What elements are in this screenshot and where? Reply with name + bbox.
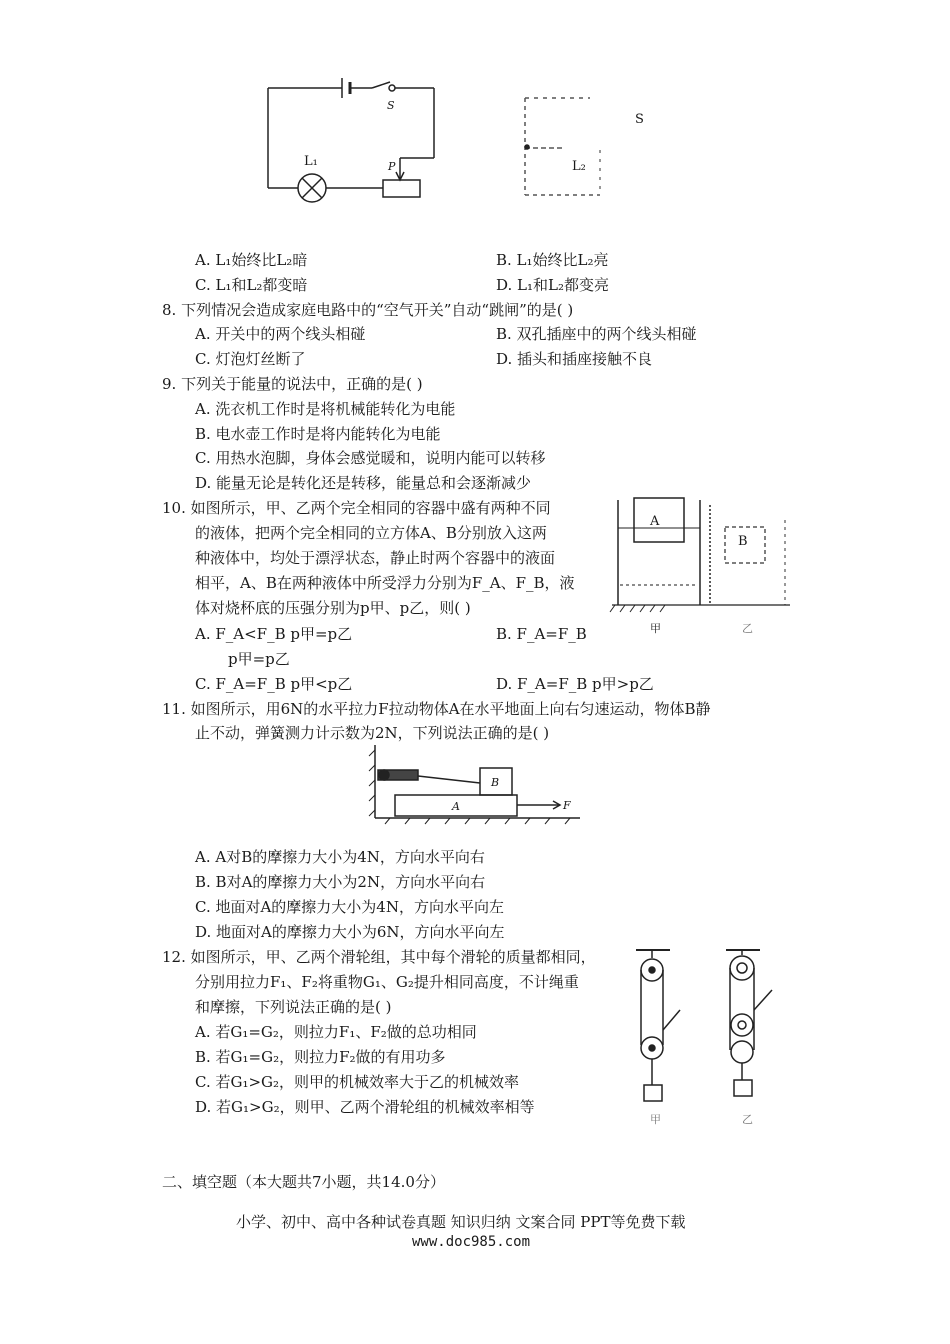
lamp-l1-label: L₁ — [304, 154, 318, 169]
q11-option-d[interactable]: D. 地面对A的摩擦力大小为6N，方向水平向左 — [195, 923, 505, 941]
q9-option-a[interactable]: A. 洗衣机工作时是将机械能转化为电能 — [195, 400, 456, 418]
q8-option-d[interactable]: D. 插头和插座接触不良 — [496, 350, 653, 368]
q10-option-a[interactable]: A. F_A<F_B p甲=p乙 — [195, 625, 353, 643]
q10-stem-line4: 相平，A、B在两种液体中所受浮力分别为F_A、F_B，液 — [195, 574, 575, 592]
block-a-label: A — [452, 800, 460, 813]
lamp-l2-label: L₂ — [572, 159, 586, 174]
q11-option-c[interactable]: C. 地面对A的摩擦力大小为4N，方向水平向左 — [195, 898, 504, 916]
switch-s-label-2: S — [635, 112, 644, 127]
pulley-yi-label: 乙 — [742, 1113, 753, 1126]
q10-option-d[interactable]: D. F_A=F_B p甲>p乙 — [496, 675, 654, 693]
q12-option-b[interactable]: B. 若G₁=G₂，则拉力F₂做的有用功多 — [195, 1048, 446, 1066]
q12-stem-line1: 12. 如图所示，甲、乙两个滑轮组，其中每个滑轮的质量都相同， — [162, 948, 596, 966]
q8-option-b[interactable]: B. 双孔插座中的两个线头相碰 — [496, 325, 697, 343]
force-f-label: F — [563, 799, 571, 812]
q8-option-a[interactable]: A. 开关中的两个线头相碰 — [195, 325, 366, 343]
switch-label: S — [387, 99, 395, 112]
q10-option-c[interactable]: C. F_A=F_B p甲<p乙 — [195, 675, 353, 693]
q10-stem-line3: 种液体中，均处于漂浮状态，静止时两个容器中的液面 — [195, 549, 556, 567]
block-b-label: B — [491, 776, 500, 789]
section-heading: 二、填空题（本大题共7小题，共14.0分） — [162, 1173, 445, 1191]
q11-option-b[interactable]: B. B对A的摩擦力大小为2N，方向水平向右 — [195, 873, 486, 891]
q12-option-a[interactable]: A. 若G₁=G₂，则拉力F₁、F₂做的总功相同 — [195, 1023, 477, 1041]
q10-stem-line2: 的液体，把两个完全相同的立方体A、B分别放入这两 — [195, 524, 547, 542]
q7-option-c[interactable]: C. L₁和L₂都变暗 — [195, 276, 308, 294]
q10-option-b[interactable]: B. F_A=F_B — [496, 625, 587, 643]
container-yi-label: 乙 — [742, 622, 753, 635]
q7-option-b[interactable]: B. L₁始终比L₂亮 — [496, 251, 609, 269]
q11-option-a[interactable]: A. A对B的摩擦力大小为4N，方向水平向右 — [195, 848, 485, 866]
rheostat-p-label: P — [388, 160, 396, 173]
q12-stem-line3: 和摩擦，下列说法正确的是( ) — [195, 998, 392, 1016]
q12-option-c[interactable]: C. 若G₁>G₂，则甲的机械效率大于乙的机械效率 — [195, 1073, 520, 1091]
pulley-jia-label: 甲 — [650, 1113, 661, 1126]
q7-option-a[interactable]: A. L₁始终比L₂暗 — [195, 251, 308, 269]
cube-a-label: A — [650, 514, 660, 529]
q11-stem-line2: 止不动，弹簧测力计示数为2N，下列说法正确的是( ) — [195, 724, 550, 742]
footer-promo: 小学、初中、高中各种试卷真题 知识归纳 文案合同 PPT等免费下载 — [236, 1213, 686, 1231]
q8-option-c[interactable]: C. 灯泡灯丝断了 — [195, 350, 306, 368]
q10-stem-line1: 10. 如图所示，甲、乙两个完全相同的容器中盛有两种不同 — [162, 499, 551, 517]
q9-stem: 9. 下列关于能量的说法中，正确的是( ) — [162, 375, 423, 393]
q9-option-c[interactable]: C. 用热水泡脚，身体会感觉暖和，说明内能可以转移 — [195, 449, 546, 467]
q7-option-d[interactable]: D. L₁和L₂都变亮 — [496, 276, 609, 294]
footer-url[interactable]: www.doc985.com — [412, 1234, 531, 1250]
q9-option-b[interactable]: B. 电水壶工作时是将内能转化为电能 — [195, 425, 441, 443]
q8-stem: 8. 下列情况会造成家庭电路中的“空气开关”自动“跳闸”的是( ) — [162, 301, 574, 319]
q10-option-b-cont: p甲=p乙 — [228, 650, 290, 668]
q11-stem-line1: 11. 如图所示，用6N的水平拉力F拉动物体A在水平地面上向右匀速运动，物体B静 — [162, 700, 711, 718]
q10-stem-line5: 体对烧杯底的压强分别为p甲、p乙，则( ) — [195, 599, 471, 617]
q12-stem-line2: 分别用拉力F₁、F₂将重物G₁、G₂提升相同高度，不计绳重 — [195, 973, 579, 991]
cube-b-label: B — [738, 534, 748, 549]
q9-option-d[interactable]: D. 能量无论是转化还是转移，能量总和会逐渐减少 — [195, 474, 532, 492]
container-jia-label: 甲 — [650, 622, 661, 635]
q12-option-d[interactable]: D. 若G₁>G₂，则甲、乙两个滑轮组的机械效率相等 — [195, 1098, 535, 1116]
